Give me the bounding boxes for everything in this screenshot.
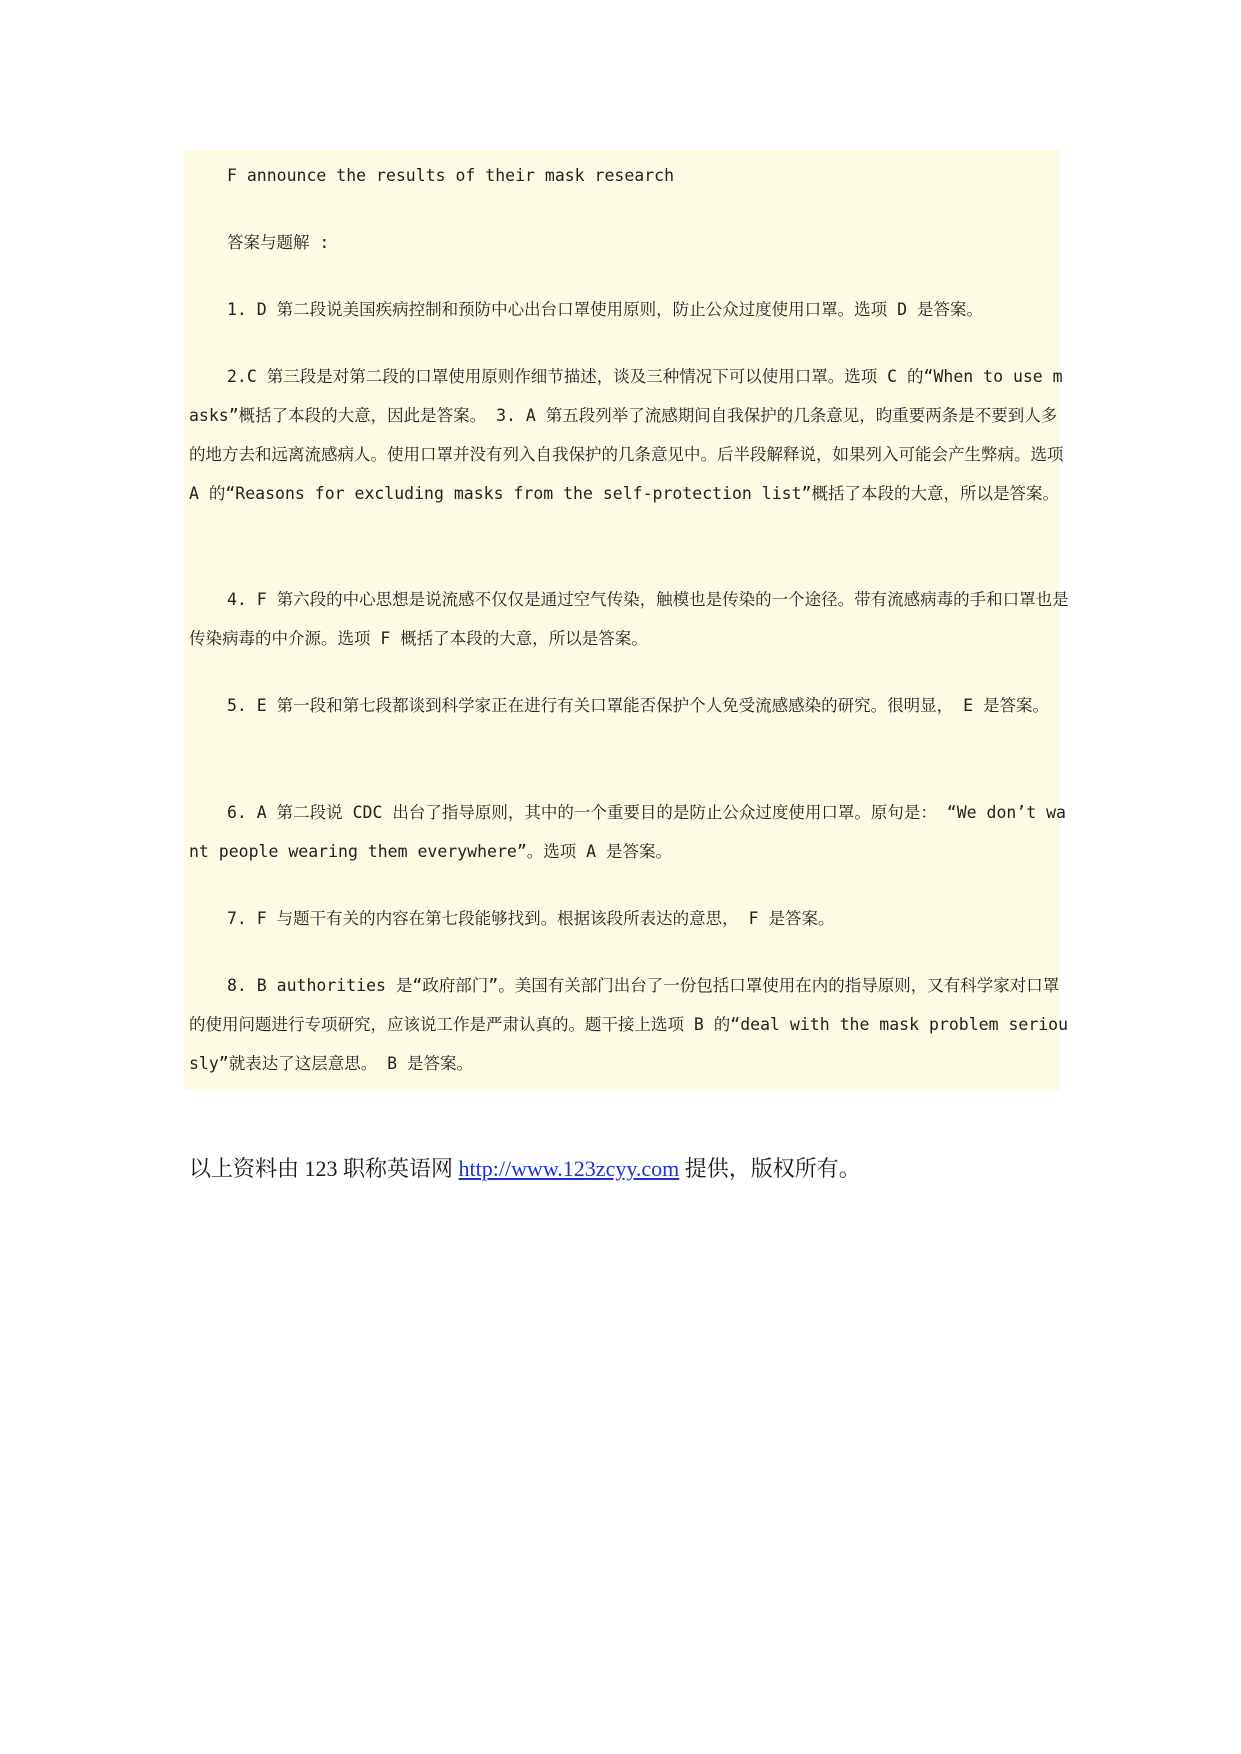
footer-prefix: 以上资料由 123 职称英语网 bbox=[189, 1156, 454, 1181]
answer-item-7: 7. F 与题干有关的内容在第七段能够找到。根据该段所表达的意思， F 是答案。 bbox=[227, 909, 835, 928]
answers-heading: 答案与题解 : bbox=[227, 233, 330, 252]
answer-item-4: 4. F 第六段的中心思想是说流感不仅仅是通过空气传染，触模也是传染的一个途径。带有流感病毒的手和口罩也是传染病毒的中介源。选项 F 概括了本段的大意，所以是答案。 bbox=[189, 590, 1069, 648]
answer-item-1: 1. D 第二段说美国疾病控制和预防中心出台口罩使用原则，防止公众过度使用口罩。选项 D 是答案。 bbox=[227, 300, 983, 319]
website-link[interactable]: http://www.123zcyy.com bbox=[458, 1156, 680, 1181]
footer-suffix: 提供，版权所有。 bbox=[679, 1156, 861, 1181]
option-f-text: F announce the results of their mask research bbox=[227, 166, 675, 185]
copyright-footer bbox=[189, 1152, 861, 1183]
answer-item-5: 5. E 第一段和第七段都谈到科学家正在进行有关口罩能否保护个人免受流感感染的研究。很明显， E 是答案。 bbox=[227, 696, 1049, 715]
answer-item-6: 6. A 第二段说 CDC 出台了指导原则，其中的一个重要目的是防止公众过度使用口罩。原句是： “We don’t want people wearing them everywhere”。选项 A 是答案。 bbox=[189, 803, 1066, 861]
answer-item-2-3: 2.C 第三段是对第二段的口罩使用原则作细节描述，谈及三种情况下可以使用口罩。选项 C 的“When to use masks”概括了本段的大意，因此是答案。 3. A 第五段列举了流感期间自我保护的几条意见，昀重要两条是不要到人多的地方去和远离流感病人。使用口罩并没有列入自我保护的几条意见中。后半段解释说，如果列入可能会产生弊病。选项 A 的“Reasons for excluding masks from the self-protection list”概括了本段的大意，所以是答案。 bbox=[189, 367, 1064, 503]
answer-item-8: 8. B authorities 是“政府部门”。美国有关部门出台了一份包括口罩使用在内的指导原则，又有科学家对口罩的使用问题进行专项研究，应该说工作是严肃认真的。题干接上选项 B 的“deal with the mask problem seriously”就表达了这层意思。 B 是答案。 bbox=[189, 976, 1069, 1073]
